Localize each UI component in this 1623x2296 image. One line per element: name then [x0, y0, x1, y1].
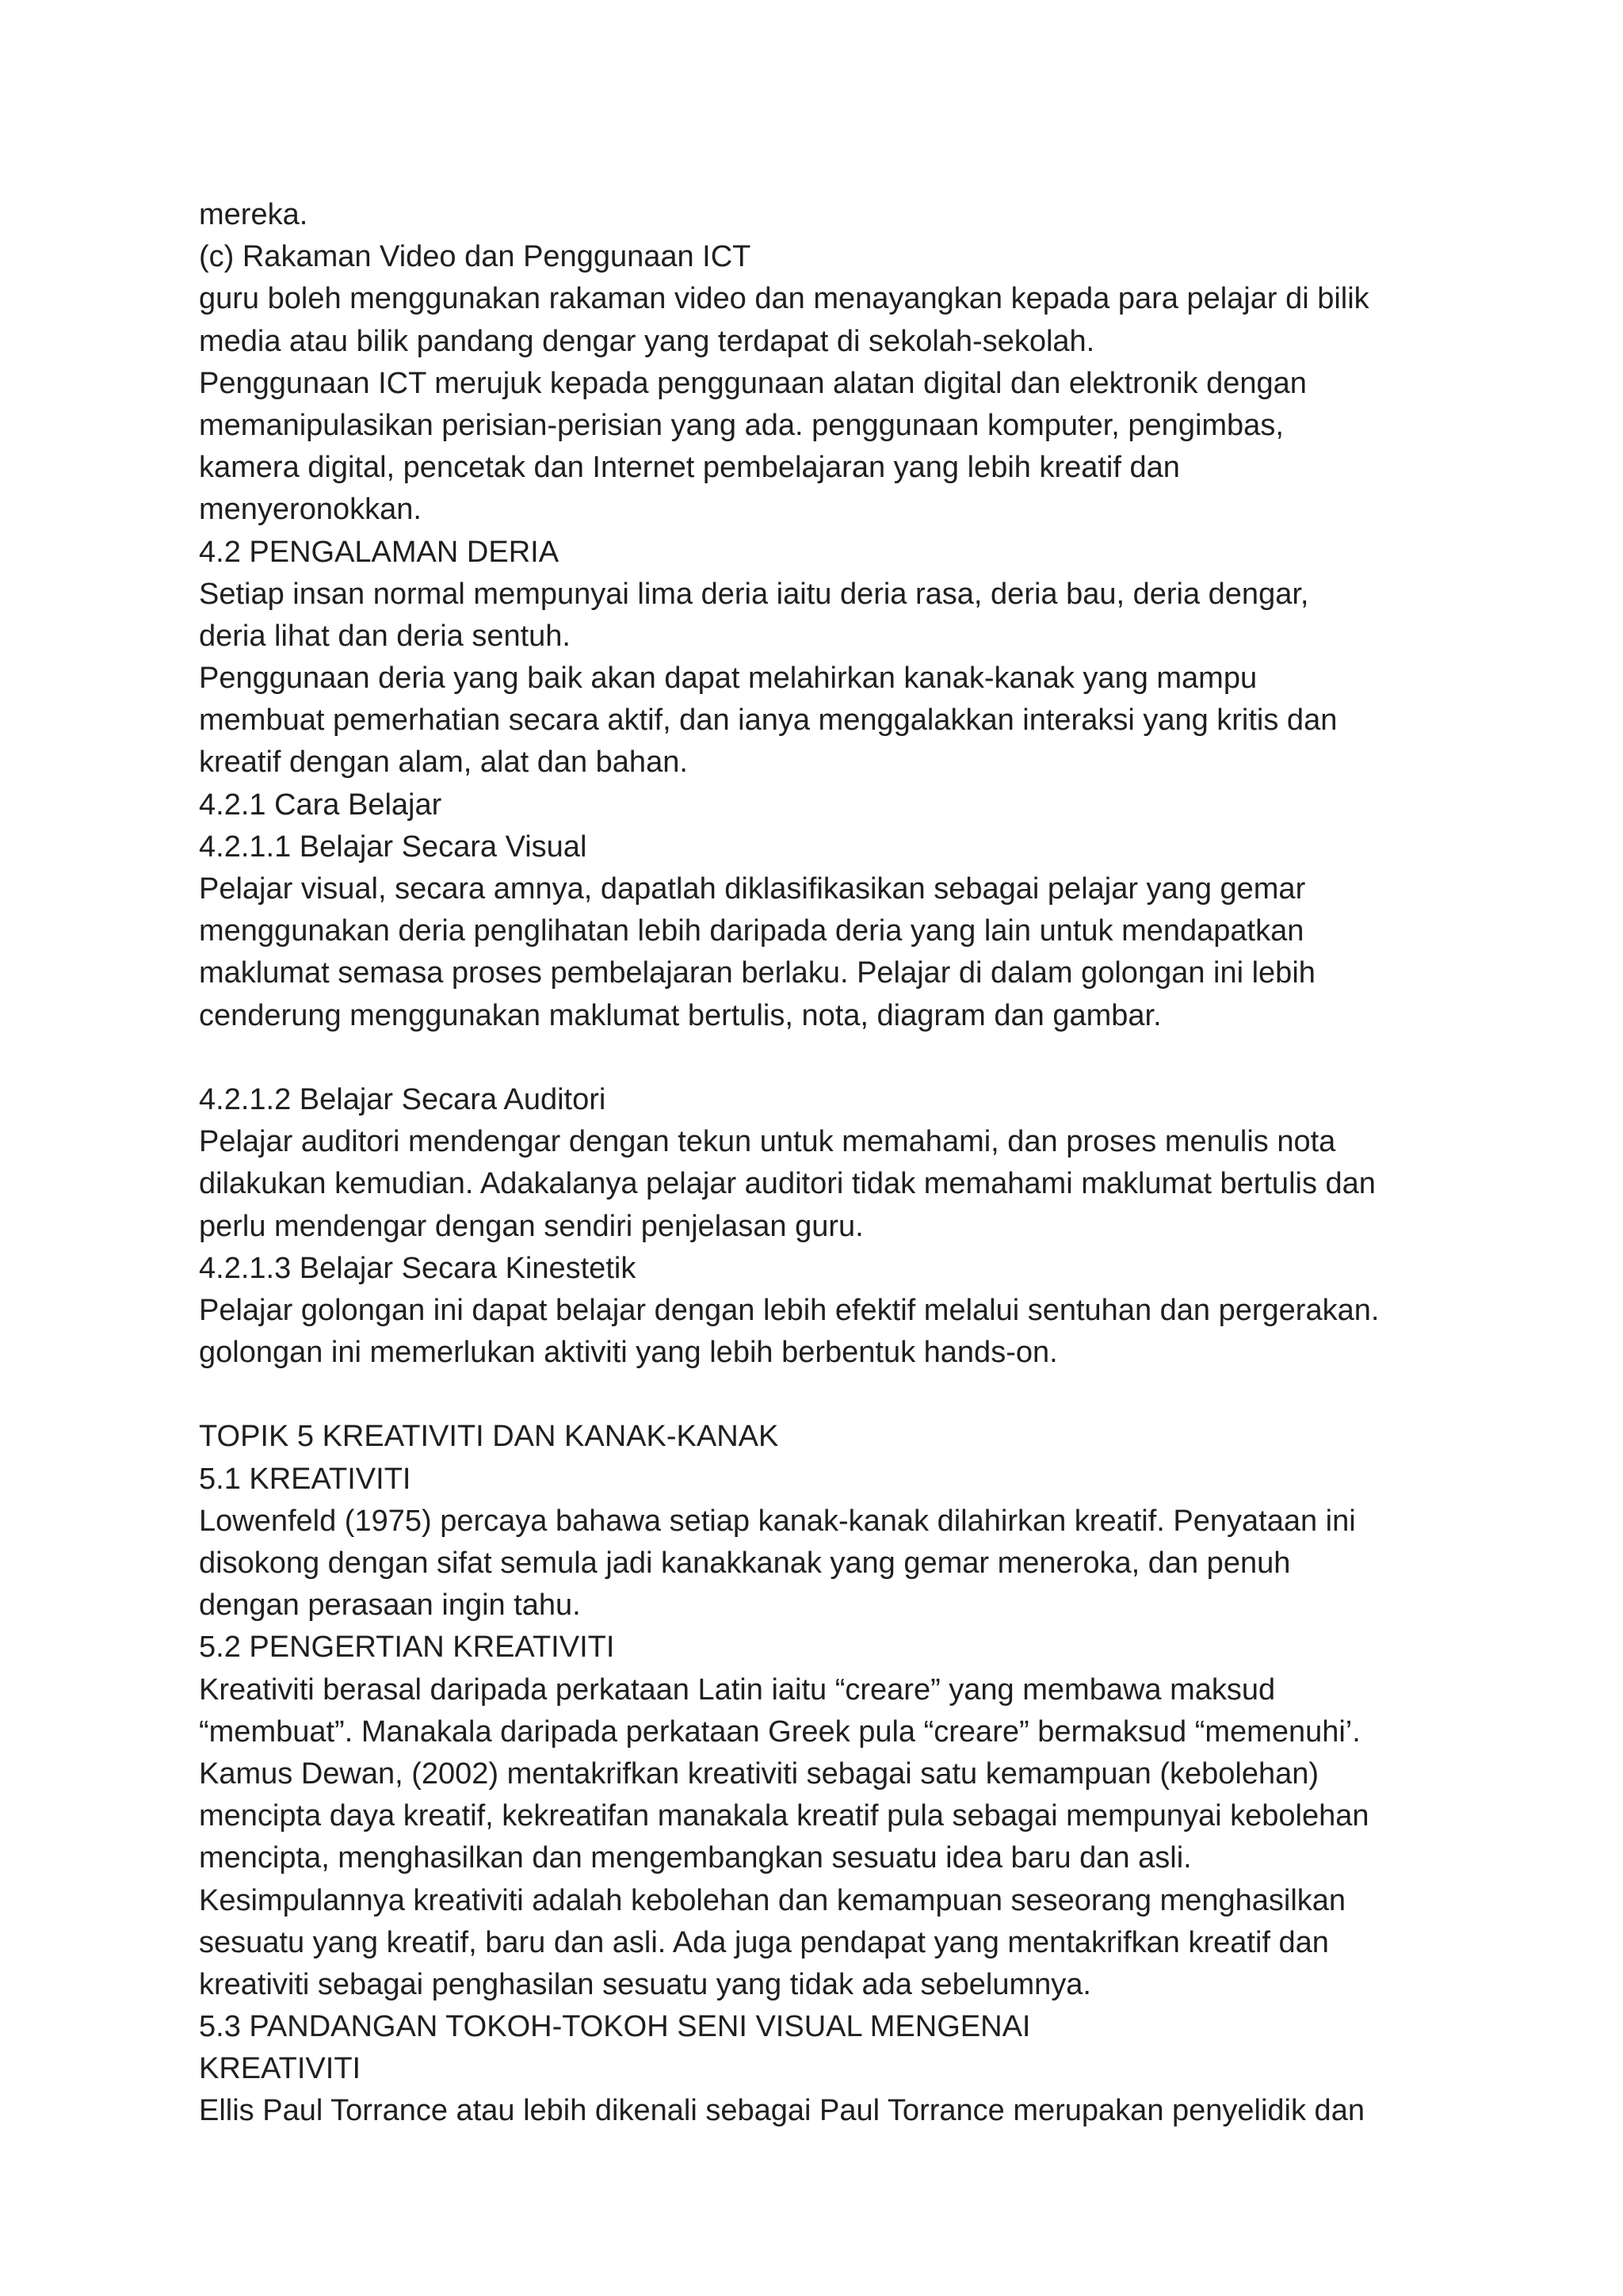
text-line: 4.2.1.3 Belajar Secara Kinestetik: [199, 1251, 636, 1285]
text-line: 4.2.1.1 Belajar Secara Visual: [199, 830, 587, 864]
text-line: dilakukan kemudian. Adakalanya pelajar auditori tidak memahami maklumat bertulis dan: [199, 1167, 1376, 1201]
text-line: perlu mendengar dengan sendiri penjelasan guru.: [199, 1209, 864, 1243]
text-line: Lowenfeld (1975) percaya bahawa setiap kanak-kanak dilahirkan kreatif. Penyataan ini: [199, 1504, 1356, 1538]
text-line: golongan ini memerlukan aktiviti yang lebih berbentuk hands-on.: [199, 1336, 1058, 1370]
text-line: Pelajar auditori mendengar dengan tekun untuk memahami, dan proses menulis nota: [199, 1125, 1336, 1159]
text-line: Pelajar golongan ini dapat belajar dengan lebih efektif melalui sentuhan dan pergerakan.: [199, 1293, 1380, 1327]
text-line: kreativiti sebagai penghasilan sesuatu yang tidak ada sebelumnya.: [199, 1967, 1091, 2001]
text-line: mencipta, menghasilkan dan mengembangkan sesuatu idea baru dan asli.: [199, 1841, 1192, 1875]
text-line: Penggunaan ICT merujuk kepada penggunaan alatan digital dan elektronik dengan: [199, 366, 1307, 400]
text-line: kreatif dengan alam, alat dan bahan.: [199, 746, 688, 780]
text-line: 5.3 PANDANGAN TOKOH-TOKOH SENI VISUAL MENGENAI: [199, 2010, 1031, 2044]
text-line: “membuat”. Manakala daripada perkataan Greek pula “creare” bermaksud “memenuhi’.: [199, 1714, 1361, 1749]
text-line: 4.2.1.2 Belajar Secara Auditori: [199, 1082, 606, 1116]
text-line: disokong dengan sifat semula jadi kanakkanak yang gemar meneroka, dan penuh: [199, 1547, 1291, 1580]
text-line: cenderung menggunakan maklumat bertulis, nota, diagram dan gambar.: [199, 998, 1162, 1032]
text-line: menggunakan deria penglihatan lebih daripada deria yang lain untuk mendapatkan: [199, 914, 1304, 948]
text-line: media atau bilik pandang dengar yang terdapat di sekolah-sekolah.: [199, 324, 1095, 358]
text-line: mereka.: [199, 198, 308, 231]
text-line: Setiap insan normal mempunyai lima deria iaitu deria rasa, deria bau, deria dengar,: [199, 577, 1309, 611]
text-line: Kamus Dewan, (2002) mentakrifkan kreativiti sebagai satu kemampuan (kebolehan): [199, 1756, 1319, 1791]
text-line: mencipta daya kreatif, kekreatifan manakala kreatif pula sebagai mempunyai kebolehan: [199, 1799, 1369, 1833]
text-line: Penggunaan deria yang baik akan dapat melahirkan kanak-kanak yang mampu: [199, 662, 1258, 696]
text-line: (c) Rakaman Video dan Penggunaan ICT: [199, 240, 751, 274]
text-line: dengan perasaan ingin tahu.: [199, 1589, 581, 1623]
blank-line: [199, 1037, 1451, 1079]
document-body: [199, 194, 1451, 2133]
text-line: TOPIK 5 KREATIVITI DAN KANAK-KANAK: [199, 1420, 779, 1454]
text-line: Pelajar visual, secara amnya, dapatlah diklasifikasikan sebagai pelajar yang gemar: [199, 872, 1306, 906]
text-line: Kesimpulannya kreativiti adalah kebolehan dan kemampuan seseorang menghasilkan: [199, 1883, 1346, 1917]
text-line: kamera digital, pencetak dan Internet pembelajaran yang lebih kreatif dan: [199, 451, 1180, 485]
blank-line: [199, 1374, 1451, 1416]
text-line: maklumat semasa proses pembelajaran berlaku. Pelajar di dalam golongan ini lebih: [199, 956, 1316, 990]
text-line: Ellis Paul Torrance atau lebih dikenali sebagai Paul Torrance merupakan penyelidik dan: [199, 2094, 1365, 2128]
text-line: membuat pemerhatian secara aktif, dan ianya menggalakkan interaksi yang kritis dan: [199, 704, 1338, 738]
text-line: 5.1 KREATIVITI: [199, 1462, 411, 1496]
text-line: deria lihat dan deria sentuh.: [199, 619, 571, 653]
text-line: Kreativiti berasal daripada perkataan Latin iaitu “creare” yang membawa maksud: [199, 1672, 1276, 1707]
text-line: 4.2 PENGALAMAN DERIA: [199, 535, 559, 569]
text-line: 5.2 PENGERTIAN KREATIVITI: [199, 1630, 615, 1665]
text-line: 4.2.1 Cara Belajar: [199, 788, 442, 822]
text-line: sesuatu yang kreatif, baru dan asli. Ada juga pendapat yang mentakrifkan kreatif dan: [199, 1925, 1329, 1959]
text-line: KREATIVITI: [199, 2052, 361, 2086]
text-line: guru boleh menggunakan rakaman video dan menayangkan kepada para pelajar di bilik: [199, 282, 1369, 316]
text-line: memanipulasikan perisian-perisian yang ada. penggunaan komputer, pengimbas,: [199, 408, 1284, 442]
text-line: menyeronokkan.: [199, 493, 422, 527]
